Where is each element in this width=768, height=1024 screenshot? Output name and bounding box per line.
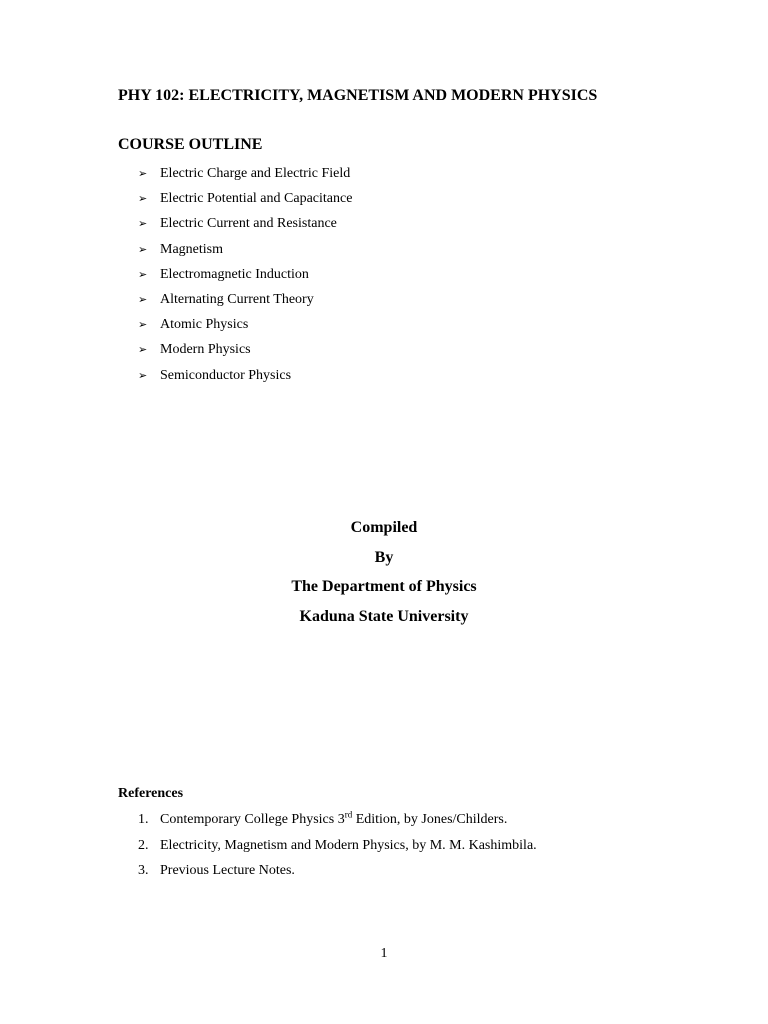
arrow-bullet-icon: ➢: [138, 192, 148, 206]
arrow-bullet-icon: ➢: [138, 267, 148, 281]
outline-item: [138, 340, 352, 365]
outline-item-text: Electromagnetic Induction: [160, 266, 309, 282]
outline-item-text: Electric Current and Resistance: [160, 216, 337, 232]
outline-item-text: Magnetism: [160, 241, 223, 257]
course-outline-list: [138, 164, 352, 391]
reference-text: Previous Lecture Notes.: [160, 863, 295, 878]
by-line: By: [374, 548, 394, 566]
reference-superscript: rd: [344, 809, 353, 820]
reference-text: Electricity, Magnetism and Modern Physics, by M. M. Kashimbila.: [160, 837, 537, 853]
references-heading: References: [118, 786, 184, 801]
outline-item-text: Alternating Current Theory: [160, 291, 314, 307]
references-list: [138, 810, 537, 887]
outline-item: [138, 189, 352, 214]
outline-item: [138, 214, 352, 239]
reference-text-tail: Edition, by Jones/Childers.: [352, 812, 508, 827]
document-title: PHY 102: ELECTRICITY, MAGNETISM AND MODERN PHYSICS: [118, 87, 598, 104]
arrow-bullet-icon: ➢: [138, 292, 148, 306]
department-line: The Department of Physics: [291, 578, 477, 595]
arrow-bullet-icon: ➢: [138, 242, 148, 256]
arrow-bullet-icon: ➢: [138, 368, 148, 382]
outline-item-text: Semiconductor Physics: [160, 367, 292, 383]
reference-item: [138, 861, 537, 887]
outline-item: [138, 164, 352, 189]
outline-item: [138, 290, 352, 315]
outline-item: [138, 315, 352, 340]
outline-item-text: Modern Physics: [160, 342, 251, 358]
outline-item-text: Atomic Physics: [160, 317, 249, 333]
reference-number: 1.: [138, 812, 149, 827]
university-line: Kaduna State University: [299, 607, 469, 625]
reference-number: 2.: [138, 837, 149, 853]
reference-number: 3.: [138, 863, 149, 878]
reference-text-main: Contemporary College Physics 3: [160, 812, 345, 827]
compiled-by-block: [0, 518, 768, 636]
arrow-bullet-icon: ➢: [138, 343, 148, 357]
reference-text: [160, 810, 507, 836]
reference-item: [138, 836, 537, 862]
outline-item: [138, 265, 352, 290]
reference-item: [138, 810, 537, 836]
compiled-line: Compiled: [350, 519, 418, 536]
course-outline-heading: COURSE OUTLINE: [118, 136, 263, 153]
arrow-bullet-icon: ➢: [138, 318, 148, 332]
arrow-bullet-icon: ➢: [138, 217, 148, 231]
outline-item: [138, 240, 352, 265]
page-number: 1: [380, 946, 388, 961]
outline-item-text: Electric Potential and Capacitance: [160, 191, 353, 207]
outline-item-text: Electric Charge and Electric Field: [160, 166, 351, 181]
arrow-bullet-icon: ➢: [138, 167, 148, 180]
outline-item: [138, 366, 352, 391]
